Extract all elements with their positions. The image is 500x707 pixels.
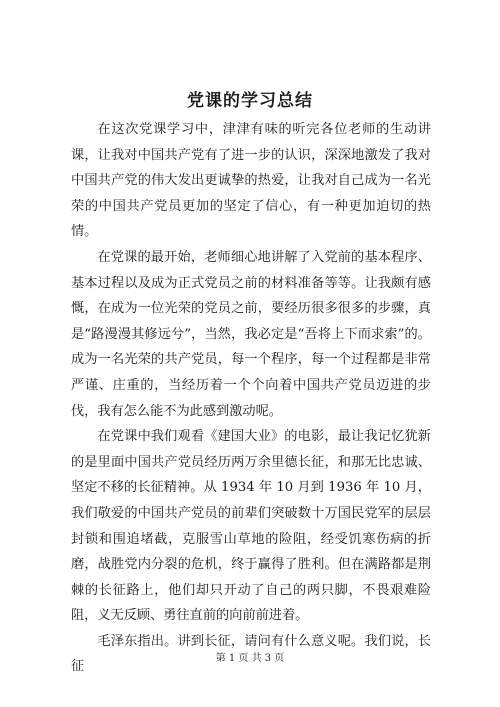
document-body xyxy=(71,117,431,680)
paragraph: 在这次党课学习中，津津有味的听完各位老师的生动讲课，让我对中国共产党有了进一步的认识，深深地激发了我对中国共产党的伟大发出更诚挚的热爱，让我对自己成为一名光荣的中国共产党员更加的坚定了信心，有一种更加迫切的热情。 xyxy=(71,122,431,240)
document-title: 党课的学习总结 xyxy=(187,91,313,111)
paragraph: 毛泽东指出。讲到长征，请问有什么意义呢。我们说，长征 xyxy=(71,633,431,675)
paragraph: 在党课中我们观看《建国大业》的电影，最让我记忆犹新的是里面中国共产党员经历两万余里德长征，和那无比忠诚、坚定不移的长征精神。从 1934 年 10 月到 1936 年 10 月，我们敬爱的中国共产党员的前辈们突破数十万国民党军的层层封锁和围追堵截，克服雪山草地的险阻，经受饥寒伤病的折磨，战胜党内分裂的危机，终于赢得了胜利。但在满路都是荆棘的长征路上，他们却只开动了自己的两只脚，不畏艰难险阻，义无反顾、勇往直前的向前前进着。 xyxy=(71,429,431,624)
paragraph: 在党课的最开始，老师细心地讲解了入党前的基本程序、基本过程以及成为正式党员之前的材料准备等等。让我颇有感慨，在成为一位光荣的党员之前，要经历很多很多的步骤，真是“路漫漫其修远兮”，当然，我必定是“吾将上下而求索”的。成为一名光荣的共产党员，每一个程序，每一个过程都是非常严谨、庄重的，当经历着一个个向着中国共产党员迈进的步伐，我有怎么能不为此感到激动呢。 xyxy=(71,249,431,419)
page-number-footer: 第 1 页 共 3 页 xyxy=(215,653,285,664)
